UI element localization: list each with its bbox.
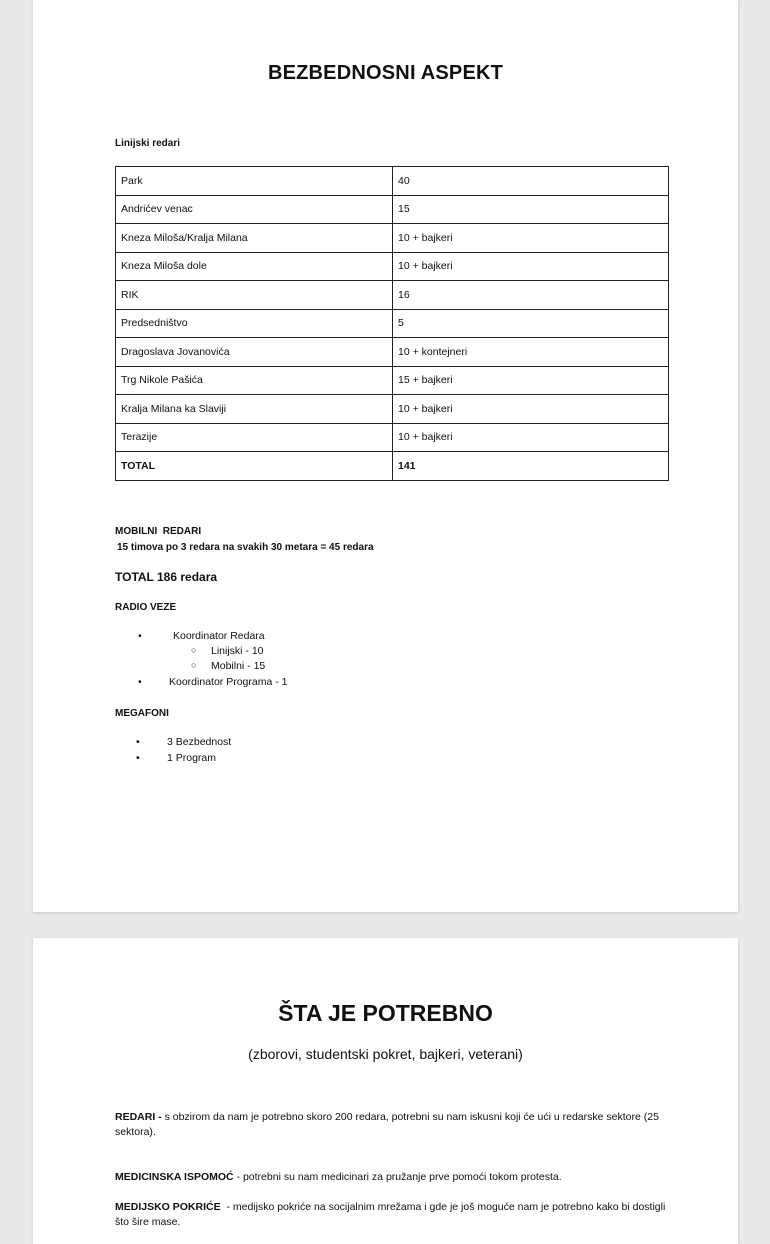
- circle-bullet-icon: ○: [191, 645, 197, 655]
- page-title: BEZBEDNOSNI ASPEKT: [267, 62, 504, 84]
- table-row: [116, 167, 669, 196]
- list-item-label: Koordinator Programa - 1: [169, 676, 288, 688]
- list-item: [136, 734, 232, 750]
- paragraph-label: MEDICINSKA ISPOMOĆ: [115, 1171, 234, 1183]
- location-cell: Dragoslava Jovanovića: [116, 338, 393, 367]
- circle-bullet-icon: ○: [191, 660, 197, 670]
- location-cell: Trg Nikole Pašića: [116, 366, 393, 395]
- bullet-icon: •: [136, 736, 140, 748]
- page-title: ŠTA JE POTREBNO: [278, 1000, 493, 1026]
- radio-heading: RADIO VEZE: [115, 602, 177, 613]
- table-row: [116, 224, 669, 253]
- table-row: [116, 366, 669, 395]
- sub-list-item: [191, 659, 287, 674]
- list-item-label: 1 Program: [167, 752, 217, 764]
- paragraph-medical: [115, 1170, 675, 1185]
- location-cell: RIK: [116, 281, 393, 310]
- count-cell: 40: [393, 167, 669, 196]
- mobile-guards-detail: 15 timova po 3 redara na svakih 30 metara = 45 redara: [117, 542, 374, 553]
- bullet-icon: •: [138, 676, 142, 688]
- sub-item-label: Mobilni - 15: [211, 660, 266, 672]
- table-row: [116, 309, 669, 338]
- location-cell: Kneza Miloša dole: [116, 252, 393, 281]
- bullet-icon: •: [136, 752, 140, 764]
- paragraph-media: [115, 1200, 675, 1230]
- table-row: [116, 281, 669, 310]
- count-cell: 10 + bajkeri: [393, 423, 669, 452]
- count-cell: 10 + kontejneri: [393, 338, 669, 367]
- paragraph-text: - potrebni su nam medicinari za pružanje prve pomoći tokom protesta.: [233, 1171, 562, 1183]
- paragraph-label: REDARI -: [115, 1111, 162, 1123]
- guards-table: [115, 166, 669, 481]
- list-item: [136, 750, 231, 766]
- page-subtitle: (zborovi, studentski pokret, bajkeri, veterani): [248, 1046, 523, 1062]
- list-item: [138, 674, 288, 690]
- total-guards: TOTAL 186 redara: [115, 570, 218, 584]
- table-total-row: [116, 452, 669, 481]
- total-label-cell: TOTAL: [116, 452, 393, 481]
- list-item-label: 3 Bezbednost: [167, 736, 232, 748]
- list-item: [138, 628, 287, 674]
- sub-list-item: [191, 644, 287, 659]
- document-page-2: [33, 938, 738, 1244]
- bullet-icon: •: [138, 630, 142, 642]
- paragraph-label: MEDIJSKO POKRIĆE: [115, 1201, 221, 1213]
- location-cell: Park: [116, 167, 393, 196]
- radio-list: [138, 628, 288, 690]
- location-cell: Predsedništvo: [116, 309, 393, 338]
- paragraph-text: s obzirom da nam je potrebno skoro 200 redara, potrebni su nam iskusni koji će ući u redarske sektore (25 sektora).: [115, 1111, 659, 1138]
- mobile-guards-heading: MOBILNI REDARI: [115, 526, 202, 537]
- table-row: [116, 423, 669, 452]
- count-cell: 10 + bajkeri: [393, 395, 669, 424]
- count-cell: 10 + bajkeri: [393, 224, 669, 253]
- count-cell: 15 + bajkeri: [393, 366, 669, 395]
- table-row: [116, 195, 669, 224]
- count-cell: 15: [393, 195, 669, 224]
- table-row: [116, 252, 669, 281]
- total-value-cell: 141: [393, 452, 669, 481]
- location-cell: Andrićev venac: [116, 195, 393, 224]
- megaphones-heading: MEGAFONI: [115, 708, 169, 719]
- count-cell: 16: [393, 281, 669, 310]
- sub-list: [157, 644, 287, 674]
- count-cell: 5: [393, 309, 669, 338]
- count-cell: 10 + bajkeri: [393, 252, 669, 281]
- table-caption: Linijski redari: [115, 138, 181, 149]
- paragraph-redari: [115, 1110, 675, 1140]
- list-item-label: Koordinator Redara: [173, 630, 265, 642]
- paragraph-text: - medijsko pokriće na socijalnim mrežama i gde je još moguće nam je potrebno kako bi dostigli što šire mase.: [115, 1201, 669, 1228]
- document-page-1: [33, 0, 738, 912]
- location-cell: Kneza Miloša/Kralja Milana: [116, 224, 393, 253]
- table-row: [116, 395, 669, 424]
- location-cell: Kralja Milana ka Slaviji: [116, 395, 393, 424]
- table-row: [116, 338, 669, 367]
- sub-item-label: Linijski - 10: [211, 645, 264, 657]
- location-cell: Terazije: [116, 423, 393, 452]
- megaphones-list: [136, 734, 232, 766]
